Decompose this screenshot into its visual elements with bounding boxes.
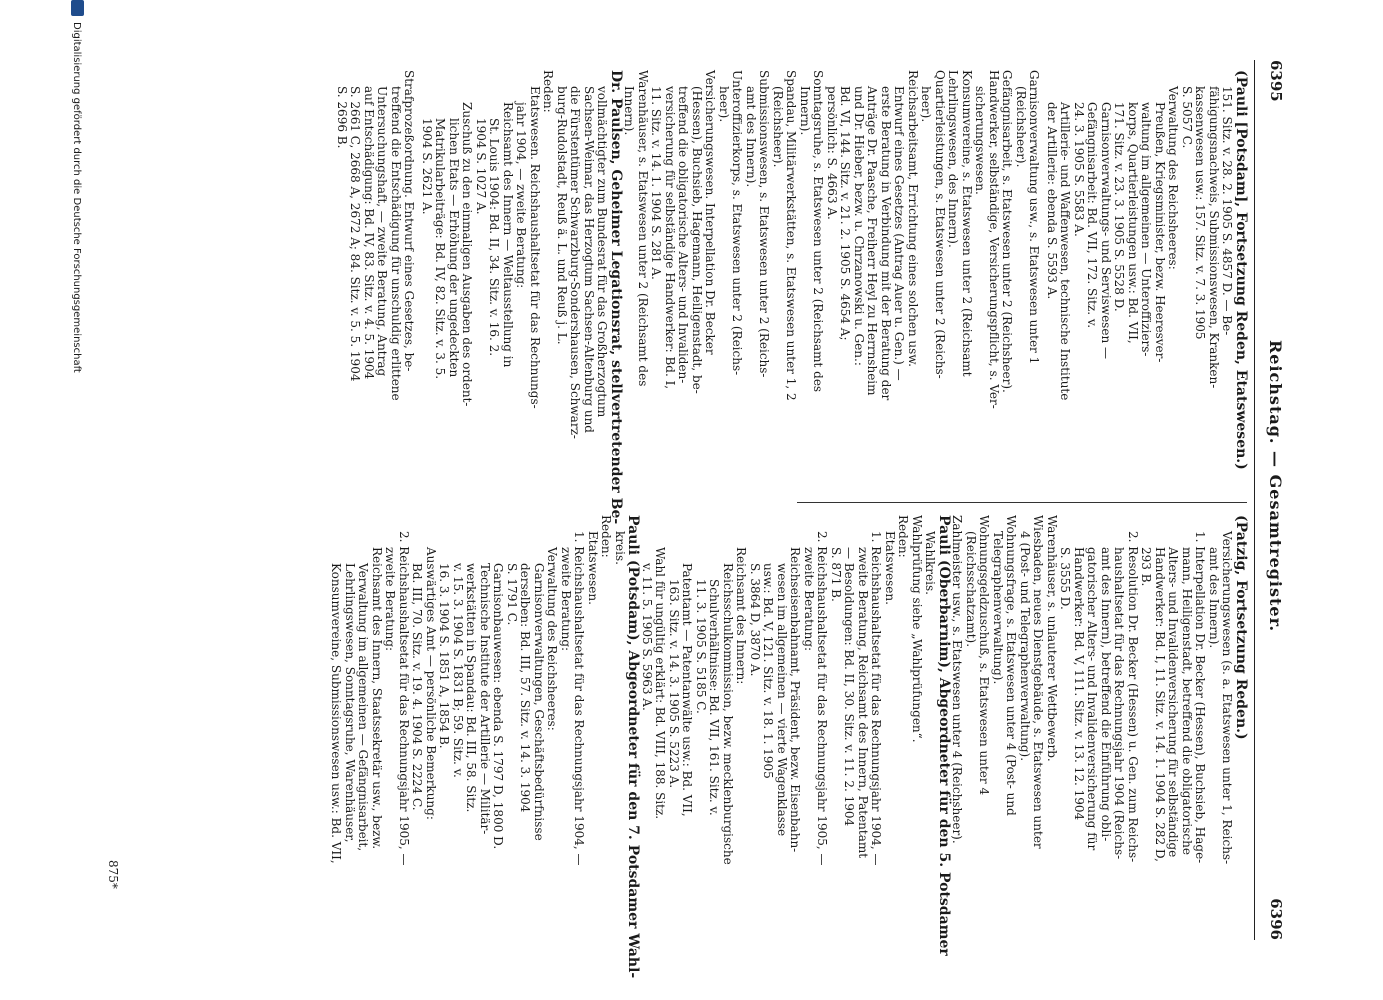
running-title: Reichstag. — Gesamtregister. bbox=[1266, 340, 1285, 633]
register-line: Wahlkreis. bbox=[923, 531, 938, 595]
register-line: Spandau, Militärwerkstätten, s. Etatswesen unter 1, 2 bbox=[784, 70, 799, 401]
register-line: — Besoldungen: Bd. II, 30. Sitz. v. 11. 2. 1904 bbox=[842, 547, 857, 827]
register-line: Alters- und Invalidenversicherung für selbständige bbox=[1166, 547, 1181, 858]
register-line: heer). bbox=[919, 86, 934, 123]
register-line: Etatswesen. bbox=[586, 531, 600, 605]
right-column bbox=[329, 515, 1249, 979]
register-line: Schulverhältnisse: Bd. VII, 161. Sitz. v. bbox=[707, 579, 722, 816]
register-line: 163. Sitz. v. 14. 3. 1905 S. 5223 A. bbox=[667, 579, 681, 789]
register-line: Reichsschulkommission, bezw. mecklenburgische bbox=[721, 563, 735, 865]
register-line: Etatswesen. bbox=[883, 531, 897, 605]
register-line: Warenhäuser, s. unlauterer Wettbewerb. bbox=[1045, 515, 1059, 762]
column-separator bbox=[797, 502, 1247, 503]
register-line: Verwaltung des Reichsheeres: bbox=[545, 547, 560, 731]
register-line: Anträge Dr. Paasche, Freiherr Heyl zu Herrnsheim bbox=[865, 86, 880, 396]
register-line: persönlich: S. 4663 A. bbox=[825, 86, 839, 220]
register-line: 2. Reichshaushaltsetat für das Rechnungsjahr 1905, — bbox=[815, 531, 830, 866]
register-line: versicherung für selbständige Handwerker: Bd. I, bbox=[663, 86, 677, 390]
register-line: (Pauli [Potsdam], Fortsetzung Reden, Etatswesen.) bbox=[1233, 70, 1249, 470]
register-line: fähigungsnachweis, Submissionswesen, Kranken- bbox=[1207, 86, 1221, 389]
register-line: Zuschuß zu den einmaligen Ausgaben des ordent- bbox=[460, 102, 475, 407]
register-line: wesen im allgemeinen — vierte Wagenklasse bbox=[775, 563, 789, 837]
register-line: Innern). bbox=[622, 86, 637, 136]
register-line: Verwaltung im allgemeinen — Gefängnisarbeit, bbox=[356, 563, 371, 852]
register-line: Wiesbaden, neues Dienstgebäude, s. Etatswesen unter bbox=[1031, 515, 1046, 849]
page-marker: 875* bbox=[106, 860, 120, 889]
register-line: Reden: bbox=[541, 70, 556, 113]
register-line: v. 15. 3. 1904 S. 1831 B; 59. Sitz. v. bbox=[451, 563, 465, 778]
register-line: usw.: Bd. V, 121. Sitz. v. 18. 1. 1905 bbox=[761, 563, 776, 779]
register-line: Reichsamt des Innern — Weltausstellung in bbox=[501, 102, 515, 368]
register-line: haushaltsetat für das Rechnungsjahr 1904 (Reichs- bbox=[1112, 547, 1127, 860]
register-line: Handwerker: Bd. I, 11. Sitz. v. 14. 1. 1904 S. 282 D, bbox=[1153, 547, 1167, 862]
register-line: werkstätten in Spandau: Bd. III, 58. Sitz. bbox=[464, 563, 479, 813]
register-line: Sonntagsruhe, s. Etatswesen unter 2 (Reichsamt des bbox=[811, 70, 826, 393]
register-line: jahr 1904, — zweite Beratung: bbox=[514, 102, 529, 289]
register-line: Reichsamt des Innern, Staatssekretär usw., bezw. bbox=[370, 547, 384, 850]
register-line: Unteroffizierkorps, s. Etatswesen unter 2 (Reichs- bbox=[730, 70, 745, 376]
register-line: zweite Beratung: bbox=[383, 547, 398, 652]
register-line: Reichsarbeitsamt, Errichtung eines solchen usw. bbox=[906, 70, 920, 367]
register-line: 293 B. bbox=[1139, 547, 1154, 587]
register-line: der Artillerie: ebenda S. 5593 A. bbox=[1045, 102, 1059, 300]
register-line: zweite Beratung: bbox=[802, 547, 816, 652]
register-line: 16. 3. 1904 S. 1851 A, 1854 B. bbox=[437, 563, 452, 749]
register-line: 24. 3. 1905 S. 5583 A. bbox=[1072, 102, 1086, 237]
register-line: Zahlmeister usw., s. Etatswesen unter 4 (Reichsheer). bbox=[950, 515, 965, 844]
register-line: Verwaltung des Reichsheeres: bbox=[1166, 86, 1181, 270]
register-line: Handwerker, selbständige, Versicherungspflicht, s. Ver- bbox=[987, 70, 1001, 409]
register-line: Konsumvereine, Submissionswesen usw.: Bd. VII, bbox=[329, 563, 344, 864]
register-line: Preußen, Kriegsminister, bezw. Heeresver- bbox=[1153, 102, 1167, 363]
register-line: mann, Heiligenstadt, betreffend die obligatorische bbox=[1180, 547, 1194, 855]
register-line: 11. Sitz. v. 14. 1. 1904 S. 281 A. bbox=[649, 86, 664, 280]
register-line: Wohnungsgeldzuschuß, s. Etatswesen unter 4 bbox=[977, 515, 992, 796]
register-line: amt des Innern). bbox=[744, 86, 758, 188]
register-line: v. 11. 5. 1905 S. 5963 A. bbox=[640, 563, 654, 711]
register-line: S. 1791 C. bbox=[505, 563, 519, 626]
register-line: Submissionswesen, s. Etatswesen unter 2 (Reichs- bbox=[757, 70, 772, 378]
register-line: amt des Innern), betreffend die Einführung obli- bbox=[1099, 547, 1113, 842]
register-line: 1. Reichshaushaltsetat für das Rechnungsjahr 1904, — bbox=[869, 531, 884, 866]
register-line: Sachsen-Weimar, das Herzogtum Sachsen-Altenburg und bbox=[582, 86, 596, 433]
register-line: 171. Sitz. v. 23. 3. 1905 S. 5528 D. bbox=[1112, 102, 1127, 312]
register-line: Quartierleistungen, s. Etatswesen unter 2 (Reichs- bbox=[933, 70, 947, 379]
register-line: 1904 S. 1027 A. bbox=[474, 118, 488, 215]
register-line: Reden: bbox=[599, 515, 614, 558]
register-line: S. 3555 D. bbox=[1058, 547, 1073, 610]
page-footer bbox=[62, 0, 90, 1000]
register-line: S. 871 B. bbox=[829, 547, 843, 602]
register-line: Strafprozeßordnung. Entwurf eines Gesetzes, be- bbox=[402, 70, 417, 372]
rotated-page bbox=[55, 0, 1295, 1000]
register-line: 2. Reichshaushaltsetat für das Rechnungsjahr 1905, — bbox=[397, 531, 411, 866]
register-line: Lehrlingswesen, Sonntagsruhe, Warenhäuser, bbox=[343, 563, 357, 843]
register-line: S. 2661 C, 2668 A, 2672 A; 84. Sitz. v. 5. 5. 1904 bbox=[348, 86, 363, 382]
register-line: S. 3864 D, 3870 A. bbox=[748, 563, 762, 677]
register-line: vollmächtigter zum Bundesrat für das Großherzogtum bbox=[595, 86, 610, 418]
register-line: korps, Quartierleistungen usw.: Bd. VII, bbox=[1126, 102, 1140, 344]
register-line: St. Louis 1904: Bd. II, 34. Sitz. v. 16. 2. bbox=[487, 118, 502, 357]
register-line: Patentamt — Patentanwälte usw.: Bd. VII, bbox=[680, 563, 695, 817]
register-line: Warenhäuser, s. Etatswesen unter 2 (Reichsamt des bbox=[636, 70, 650, 387]
register-line: Garnisonbauwesen: ebenda S. 1797 D, 1800 D. bbox=[491, 563, 506, 850]
register-line: Bd. VI, 144. Sitz. v. 21. 2. 1905 S. 4654 A; bbox=[838, 86, 853, 341]
register-line: erste Beratung in Verbindung mit der Beratung der bbox=[879, 86, 893, 401]
register-line: und Dr. Hieber, bezw. u. Chrzanowski u. Gen.: bbox=[852, 86, 866, 366]
register-line: Reichsamt des Innern: bbox=[734, 547, 749, 685]
register-line: (Hessen), Buchsieb, Hagemann, Heiligenstadt, be- bbox=[690, 86, 704, 394]
register-line: Handwerker: Bd. V, 111. Sitz. v. 13. 12. 1904 bbox=[1072, 547, 1086, 821]
register-line: Wohnungsfrage, s. Etatswesen unter 4 (Post- und bbox=[1004, 515, 1019, 816]
register-line: kreis. bbox=[613, 531, 627, 565]
register-line: 151. Sitz. v. 28. 2. 1905 S. 4857 D. — Be- bbox=[1220, 86, 1235, 336]
register-line: amt des Innern). bbox=[1207, 547, 1221, 649]
register-line: heer). bbox=[717, 86, 731, 123]
register-line: zweite Beratung, Reichsamt des Innern, Patentamt bbox=[856, 547, 870, 859]
register-line: (Reichsschatzamt). bbox=[964, 531, 978, 648]
register-line: (Reichsheer). bbox=[771, 86, 785, 168]
left-column bbox=[335, 70, 1249, 525]
register-line: treffend die Entschädigung für unschuldig erlittene bbox=[389, 86, 403, 401]
register-line: Garnisonverwaltungen, Geschäftsbedürfnisse bbox=[532, 563, 546, 841]
register-line: Etatswesen. Reichshaushaltsetat für das Rechnungs- bbox=[528, 86, 542, 409]
register-line: Pauli (Oberbarnim), Abgeordneter für den 5. Potsdamer bbox=[936, 515, 952, 956]
register-line: 2. Resolution Dr. Becker (Hessen) u. Gen. zum Reichs- bbox=[1126, 531, 1140, 863]
register-line: Dr. Paulsen, Geheimer Legationsrat, stellvertretender Be- bbox=[608, 70, 624, 525]
register-line: Versicherungswesen. Interpellation Dr. Becker bbox=[703, 70, 718, 355]
register-line: 4 (Post- und Telegraphenverwaltung). bbox=[1018, 531, 1032, 762]
register-line: waltung im allgemeinen — Unteroffiziers- bbox=[1139, 102, 1154, 357]
register-line: lichen Etats — Erhöhung der ungedeckten bbox=[447, 118, 461, 378]
register-line: zweite Beratung: bbox=[559, 547, 573, 652]
register-line: treffend die obligatorische Alters- und Invaliden- bbox=[676, 86, 691, 384]
register-line: Reden: bbox=[896, 515, 911, 558]
register-line: S. 5057 C. bbox=[1180, 86, 1194, 149]
register-line: Bd. III, 70. Sitz. v. 19. 4. 1904 S. 2224 C. bbox=[410, 563, 425, 811]
register-line: 1. Interpellation Dr. Becker (Hessen), Buchsieb, Hage- bbox=[1193, 531, 1208, 864]
register-line: Untersuchungshaft, — zweite Beratung, Antrag bbox=[375, 86, 390, 377]
register-line: die Fürstentümer Schwarzburg-Sondershausen, Schwarz- bbox=[568, 86, 583, 439]
register-line: Wahl für ungültig erklärt: Bd. VIII, 188. Sitz. bbox=[653, 547, 668, 820]
page-header bbox=[1255, 60, 1295, 940]
register-line: Versicherungswesen (s. a. Etatswesen unter 1, Reichs- bbox=[1220, 531, 1235, 865]
register-line: Konsumvereine, s. Etatswesen unter 2 (Reichsamt bbox=[960, 70, 974, 377]
register-line: Gefängnisarbeit, s. Etatswesen unter 2 (Reichsheer). bbox=[1000, 70, 1015, 393]
register-line: sicherungswesen. bbox=[973, 86, 988, 195]
register-line: Telegraphenverwaltung). bbox=[991, 531, 1005, 685]
register-line: Entwurf eines Gesetzes (Antrag Auer u. Gen.) — bbox=[892, 86, 907, 381]
register-line: auf Entschädigung: Bd. IV, 83. Sitz. v. 4. 5. 1904 bbox=[362, 86, 376, 380]
register-line: S. 2696 B. bbox=[335, 86, 349, 149]
register-line: Gefängnisarbeit: Bd. VII, 172. Sitz. v. bbox=[1085, 102, 1100, 329]
register-line: Matrikularbeiträge: Bd. IV, 82. Sitz. v. 3. 5. bbox=[433, 118, 448, 380]
register-line: kassenwesen usw.: 157. Sitz. v. 7. 3. 1905 bbox=[1193, 86, 1208, 340]
register-line: 1. Reichshaushaltsetat für das Rechnungsjahr 1904, — bbox=[572, 531, 587, 866]
page-number-left: 6395 bbox=[1267, 60, 1285, 102]
register-line: 11. 3. 1905 S. 5185 C. bbox=[694, 579, 708, 714]
register-line: Auswärtiges Amt — persönliche Bemerkung: bbox=[424, 547, 438, 820]
register-line: gatorischer Alters- und Invalidenversicherung für bbox=[1085, 547, 1100, 851]
register-line: (Patzig, Fortsetzung Reden.) bbox=[1233, 515, 1249, 740]
register-line: burg-Rudolstadt, Reuß ä. L. und Reuß j. L. bbox=[555, 86, 569, 345]
register-line: Reichseisenbahnamt, Präsident, bezw. Eisenbahn- bbox=[788, 547, 803, 853]
funding-credit: Digitalisierung gefördert durch die Deutsche Forschungsgemeinschaft bbox=[71, 22, 82, 373]
dfg-logo-icon bbox=[71, 0, 84, 16]
register-line: (Reichsheer). bbox=[1014, 86, 1028, 168]
register-line: Garnisonverwaltung usw., s. Etatswesen unter 1 bbox=[1027, 70, 1042, 365]
register-line: Innern). bbox=[798, 86, 812, 136]
register-line: Artillerie- und Waffenwesen, technische Institute bbox=[1058, 102, 1073, 401]
header-rule bbox=[1254, 60, 1255, 940]
register-line: Pauli (Potsdam), Abgeordneter für den 7. Potsdamer Wahl- bbox=[625, 515, 642, 979]
register-line: Garnisonverwaltungs- und Serviswesen — bbox=[1099, 102, 1113, 359]
page-number-right: 6396 bbox=[1267, 898, 1285, 940]
register-line: Technische Institute der Artillerie — Militär- bbox=[478, 563, 492, 835]
register-line: 1904 S. 2621 A. bbox=[420, 118, 434, 215]
register-line: Lehrlingswesen, des Innern). bbox=[946, 70, 961, 248]
register-line: Wahlprüfung siehe „Wahlprüfungen“. bbox=[910, 515, 924, 743]
register-line: derselben: Bd. III, 57. Sitz. v. 14. 3. 1904 bbox=[518, 563, 533, 813]
